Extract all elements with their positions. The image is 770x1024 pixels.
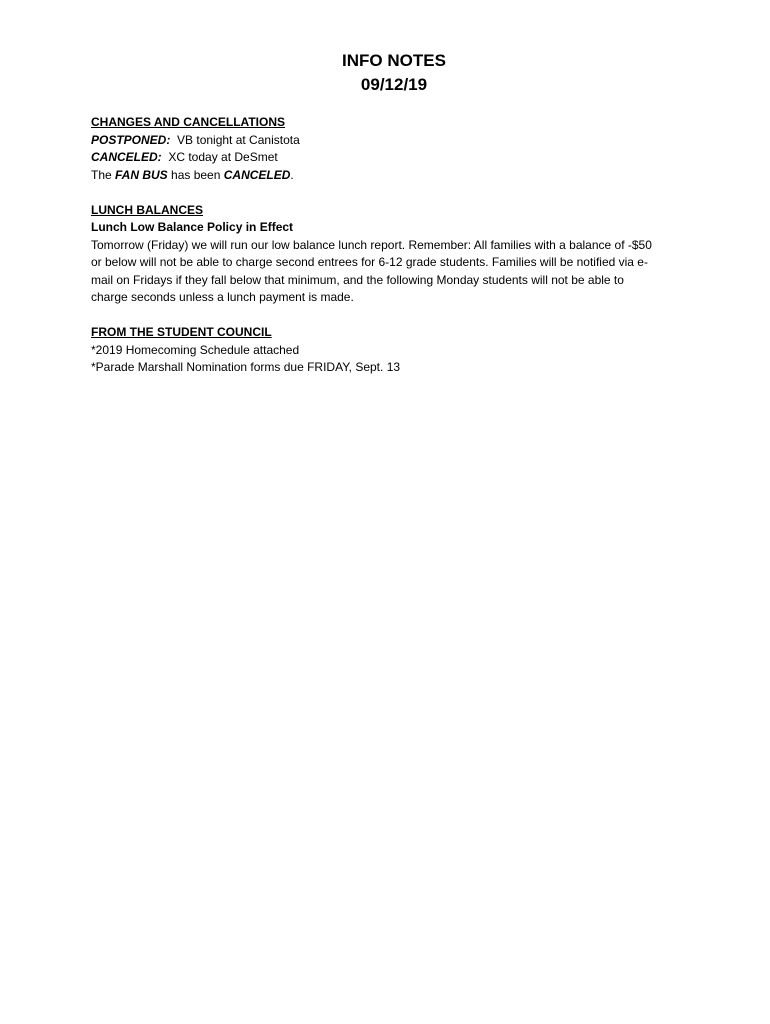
lunch-line: charge seconds unless a lunch payment is made. (91, 290, 354, 304)
lunch-line: mail on Fridays if they fall below that minimum, and the following Monday students will not be able to (91, 272, 624, 287)
title-block (0, 49, 770, 97)
section-heading-council: FROM THE STUDENT COUNCIL (91, 325, 272, 339)
change-item-label: POSTPONED: (91, 132, 171, 147)
section-heading-changes: CHANGES AND CANCELLATIONS (91, 115, 285, 129)
fan-bus-notice (91, 167, 701, 185)
document-body (91, 114, 701, 394)
change-item-text: XC today at DeSmet (161, 150, 278, 164)
lunch-line: or below will not be able to charge second entrees for 6-12 grade students. Families will be notified via e- (91, 255, 648, 269)
change-item-text: VB tonight at Canistota (170, 132, 300, 147)
section-heading-lunch: LUNCH BALANCES (91, 202, 203, 217)
lunch-line: Tomorrow (Friday) we will run our low balance lunch report. Remember: All families with a balance of -$50 (91, 237, 652, 252)
fan-bus-pre: The (91, 167, 116, 182)
lunch-paragraph (91, 237, 701, 307)
lunch-subheading: Lunch Low Balance Policy in Effect (91, 220, 294, 234)
council-item: *2019 Homecoming Schedule attached (91, 342, 300, 357)
fan-bus-post: . (290, 167, 294, 182)
council-item: *Parade Marshall Nomination forms due FRIDAY, Sept. 13 (91, 360, 401, 374)
page-title: INFO NOTES (342, 51, 446, 70)
fan-bus-subject: FAN BUS (115, 167, 168, 182)
change-item-postponed (91, 132, 701, 150)
change-item-label: CANCELED: (91, 150, 162, 164)
section-lunch (91, 202, 701, 307)
change-item-canceled (91, 149, 701, 167)
fan-bus-status: CANCELED (223, 167, 291, 182)
section-changes (91, 114, 701, 184)
section-council (91, 324, 701, 377)
fan-bus-mid: has been (167, 167, 224, 182)
page-date: 09/12/19 (360, 75, 428, 94)
